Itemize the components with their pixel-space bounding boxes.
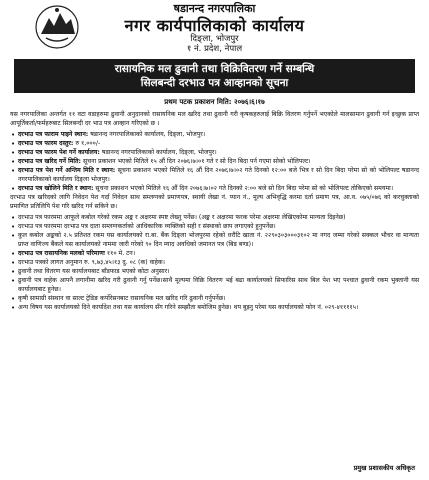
item-text: अन्य विषय यस कार्यालयको दिने कार्यादेश तथा यस कार्यालय सँग गरिने सम्झौता बमोजिम हुनेछ। थप बुझ्नु परेमा यस कार्यालयको फोन नं. ०२९-४११११५। — [18, 303, 359, 311]
list-item — [10, 158, 419, 167]
province-line: १ नं. प्रदेश, नेपाल — [186, 43, 243, 54]
item-label: दरभाउ पत्र पेश गर्ने अन्तिम मिति र स्थान: — [18, 166, 116, 174]
office-location: दिङ्ला, भोजपुर — [190, 34, 239, 45]
list-item — [10, 259, 419, 268]
list-item — [10, 232, 419, 250]
item-label: दरभाउ पत्र खरिद गर्ने मिति: — [18, 157, 82, 165]
terms-list-2 — [6, 214, 423, 250]
list-item — [10, 131, 419, 140]
signatory-title: प्रमुख प्रशासकीय अधिकृत — [353, 464, 415, 472]
bullet-icon: • — [11, 184, 16, 193]
publish-date: प्रथम पटक प्रकाशन मिति: २०७६।६।१७ — [164, 97, 265, 106]
application-paragraph: दरभाउ पत्र खरिदको लागि निवेदन पेश गर्दा निवेदन साथ सम्लग्नको प्रमाणपत्र, स्थायी लेखा नं. प्यान नं., मूल्य अभिवृद्धि करमा दर्ता प्रमाण पत्र, आ.व. ०७५/०७६ को करचुक्ताको प्रमाणित प्रतिलिपि पेश गरि खरिद गर्न सकिने छ। — [10, 193, 419, 210]
list-item — [10, 185, 419, 194]
item-text: षडानन्द नगरपालिकाको कार्यालय, दिङ्ला, भोजपुर। — [88, 130, 206, 138]
bullet-icon: • — [11, 157, 16, 166]
bullet-icon: • — [11, 294, 16, 303]
bullet-icon: • — [11, 166, 16, 175]
list-item — [10, 214, 419, 223]
item-text: सूचना प्रकाशन भएको मितिले १६ औं दिन २०७६।७।०२ गते दिनको १२:०० बजे भित्र र सो दिन बिदा परेमा सो को भोलिपल्ट षडानन्द नगरपालिकाको कार्यालय दिङ्ला भोजपुर। — [18, 166, 419, 183]
list-item — [10, 277, 419, 295]
item-text: सूचना प्रकाशन भएको मितिले १६ औं दिन २०७६।७।०२ गते दिनको २:०० बजे सो दिन बिदा परेमा सो को भोलिपल्ट तोकिएको समयमा। — [93, 184, 394, 192]
bullet-icon: • — [11, 231, 16, 240]
item-text: सूचना प्रकाशन भएको मितिले १५ औं दिन २०७६।७।०१ गते र सो दिन बिदा पर्न गएमा सोको भोलिपल्ट। — [81, 157, 311, 165]
list-item — [10, 250, 419, 259]
notice-title-line2: सिलबन्दी दरभाउ पत्र आव्हानको सूचना — [140, 76, 289, 89]
item-label: दरभाउ पत्र फारम पेश गर्ने कार्यालय: — [18, 148, 100, 156]
notice-title — [14, 59, 415, 93]
item-label: दरभाउ पत्र फारम दस्तुर: — [18, 139, 74, 147]
bullet-icon: • — [11, 213, 16, 222]
list-item — [10, 304, 419, 313]
list-item — [10, 295, 419, 304]
item-text: दरभाउ पत्र फारममा आफूले कबोल गरेको रकम अङ्क र अक्षरमा स्पष्ट लेख्नु पर्नेछ। (अङ्क र अक्षरमा फरक परेमा अक्षरमा लेखिएकोमा मान्यता दिइनेछ) — [18, 213, 346, 221]
list-item — [10, 223, 419, 232]
item-label: दरभाउ पत्र फाराम पाइने स्थान: — [18, 130, 89, 138]
item-label: दरभाउ पत्र खोलिने मिति र स्थान: — [18, 184, 94, 192]
list-item — [10, 268, 419, 277]
notice-title-line1: रासायनिक मल ढुवानी तथा विक्रिवितरण गर्ने सम्बन्धि — [114, 62, 315, 75]
bullet-icon: • — [11, 130, 16, 139]
bullet-icon: • — [11, 276, 16, 285]
item-text: दरभाउ पत्रको लागत अनुमान रु. ९,७३,४५।१३ दु. ०८ (क) वाहेक। — [18, 258, 166, 266]
item-text: दरभाउ पत्र फारममा दरभाउ पत्र दाता सम्लग्नकर्ताको आधिकारिक व्यक्तिको सही र संस्थाको छाप लगाएको हुनुपर्नेछ। — [18, 222, 276, 230]
nepal-emblem-icon — [33, 4, 81, 50]
list-item — [10, 140, 419, 149]
municipality-name: षडानन्द नगरपालिका — [173, 2, 256, 15]
item-text: ढुवानी तथा वितरण यस कार्यालयबाट बाँडफाड भएको कोटा अनुसार। — [18, 267, 170, 275]
item-label: दरभाउ पत्र रासायनिक मलको परिमाणः — [18, 249, 105, 257]
item-text: रु १,०००/- — [73, 139, 101, 147]
bullet-icon: • — [11, 249, 16, 258]
item-text: ढुवानी पत्र वाहेक आफ्नै लगानीमा खरिद गरी ढुवानी गर्नु पर्नेछ।साथै मूल्यमा विक्रि वितरण भई बढा कार्यालयको सिफारिस साथ बिल पेश भए पश्चात ढुवानी रकम भुक्तानी यस कार्यालयबाट हुनेछ। — [18, 276, 419, 293]
bullet-icon: • — [11, 222, 16, 231]
intro-paragraph: यस नगरपालिका अन्तर्गत ११ वटा वडाहरुमा ढुवानी अनुदानको रासायनिक मल खरिद तथा ढुवानी गरी कृषकहरुलाई बिक्रि वितरण गर्नुपर्ने भएकोले मालसामान ढुवानी गर्न इच्छुक प्राप्त आपूर्तिकर्ता/फर्महरुबाट सिलबन्दी दर भाउ पत्र आव्हान गरिएको छ । — [10, 110, 419, 127]
terms-list-1 — [6, 131, 423, 194]
item-text: कृषी सामाग्री संस्थान वा साल्ट ट्रेडिङ कर्पोरेसनबाट रासायनिक मल खरिद गरि ढुवानी गर्नुपर्नेछ। — [18, 294, 226, 302]
list-item — [10, 167, 419, 185]
list-item — [10, 149, 419, 158]
bullet-icon: • — [11, 139, 16, 148]
office-name: नगर कार्यपालिकाको कार्यालय — [124, 15, 305, 35]
item-text: षडानन्द नगरपालिकाको कार्यालय, दिङ्ला, भोजपुर। — [99, 148, 217, 156]
item-text: कुल कबोल अङ्कको २.५ प्रतिशत रकम यस कार्यालयको रा.बा. बैंक दिङ्ला भोजपुरमा रहेको धरौटि खाता नं. २२९०३०३०००३१०२ मा नगद जम्मा गरेको सक्कल भौचर वा मान्यता प्राप्त वाणिज्य बैंकले यस कार्यालयको नाममा जारी गरेको ९० दिन म्याद अवधिको जमानत पत्र (बिड बण्ड)। — [18, 231, 419, 248]
terms-list-3 — [6, 250, 423, 313]
bullet-icon: • — [11, 267, 16, 276]
item-text: ११० मे. टन। — [104, 249, 136, 257]
bullet-icon: • — [11, 258, 16, 267]
bullet-icon: • — [11, 303, 16, 312]
bullet-icon: • — [11, 148, 16, 157]
